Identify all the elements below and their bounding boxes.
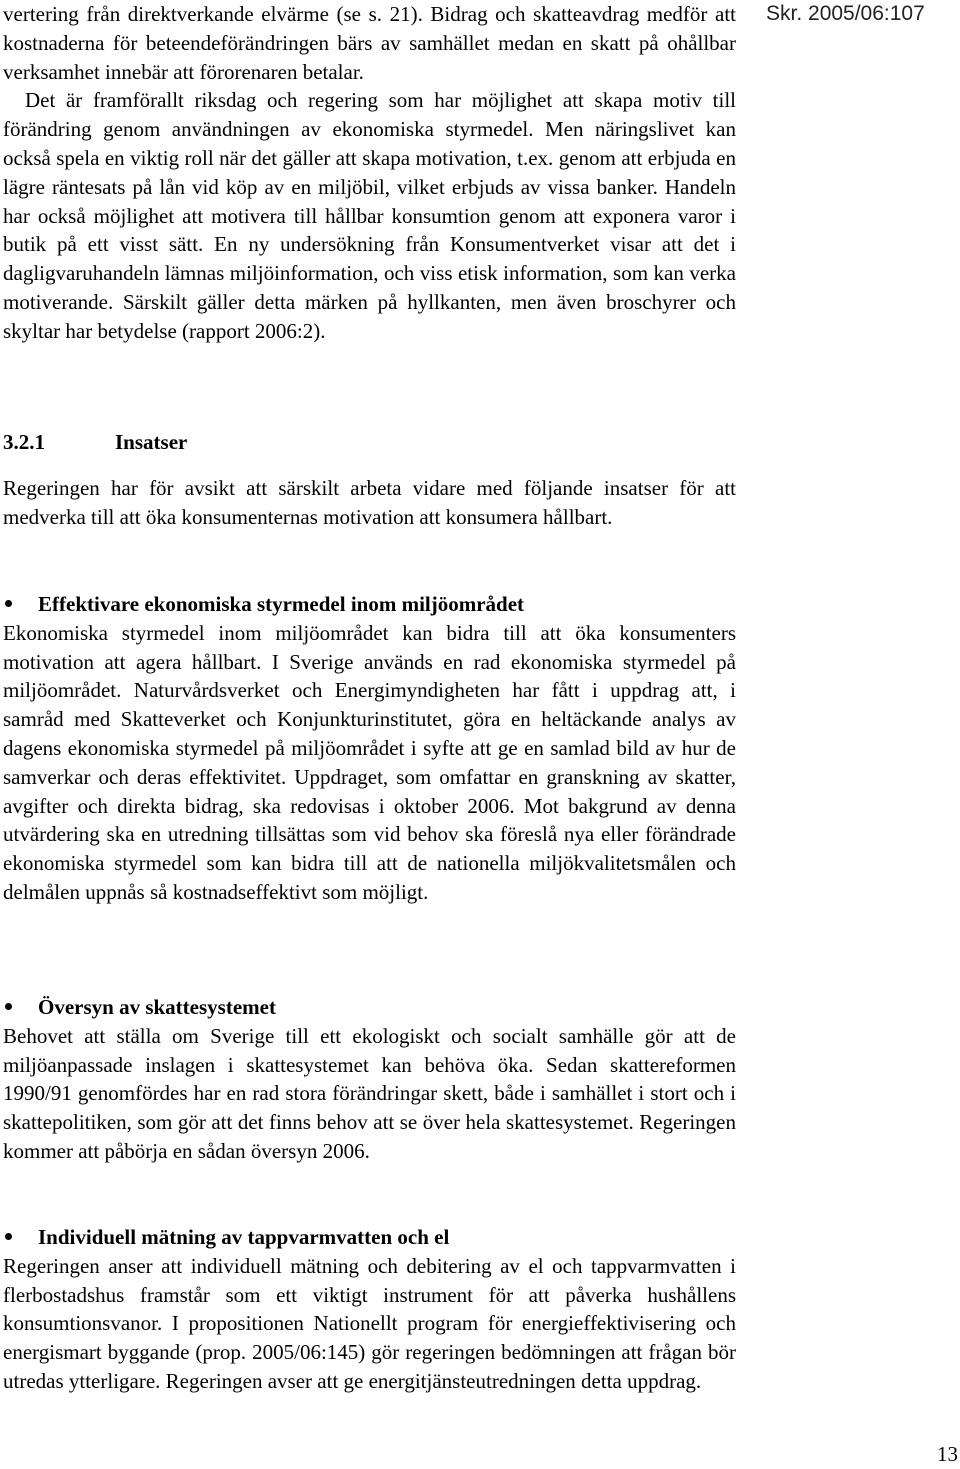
paragraph: Det är framförallt riksdag och regering som har möjlighet att skapa motiv till förändring genom användningen av ekonomiska styrmedel. Men näringslivet kan också spela en viktig roll när det gäller att skapa motivation, t.ex. genom att erbjuda en lägre räntesats på lån vid köp av en miljöbil, vilket erbjuds av vissa banker. Handeln har också möjlighet att motivera till hållbar konsumtion genom att exponera varor i butik på ett visst sätt. En ny undersökning från Konsumentverket visar att det i dagligvaruhandeln lämnas miljöinformation, och viss etisk information, som kan verka motiverande. Särskilt gäller detta märken på hyllkanten, men även broschyrer och skyltar har betydelse (rapport 2006:2). (3, 88, 736, 343)
paragraph-continued: vertering från direktverkande elvärme (se s. 21). Bidrag och skatteavdrag medför att kostnaderna för beteendeförändringen bärs av samhället medan en skatt på ohållbar verksamhet innebär att förorenaren betalar. (3, 2, 736, 84)
bullet-item (3, 590, 736, 907)
section-intro (3, 474, 736, 532)
bullet-heading-text: Individuell mätning av tappvarmvatten och el (38, 1225, 450, 1249)
paragraph: Regeringen har för avsikt att särskilt arbeta vidare med följande insatser för att medverka till att öka konsumenternas motivation att konsumera hållbart. (3, 476, 736, 529)
bullet-item (3, 1223, 736, 1396)
section-title: Insatser (115, 430, 188, 454)
bullet-text: Regeringen anser att individuell mätning och debitering av el och tappvarmvatten i flerbostadshus framstår som ett viktigt instrument för att påverka hushållens konsumtionsvanor. I propositionen Nationellt program för energieffektivisering och energismart byggande (prop. 2005/06:145) gör regeringen bedömningen att frågan bör utredas ytterligare. Regeringen avser att ge energitjänsteutredningen detta uppdrag. (3, 1253, 736, 1393)
bullet-heading-text: Effektivare ekonomiska styrmedel inom miljöområdet (38, 592, 525, 616)
bullet-icon (3, 590, 38, 619)
bullet-heading-text: Översyn av skattesystemet (38, 995, 276, 1019)
section-heading (3, 428, 187, 457)
bullet-item (3, 993, 736, 1166)
intro-text (3, 0, 736, 346)
document-reference: Skr. 2005/06:107 (766, 2, 925, 25)
bullet-text: Behovet att ställa om Sverige till ett ekologiskt och socialt samhälle gör att de miljöanpassade inslagen i skattesystemet kan behöva öka. Sedan skattereformen 1990/91 genomfördes har en rad stora förändringar skett, både i samhället i stort och i skattepolitiken, som gör att det finns behov att se över hela skattesystemet. Regeringen kommer att påbörja en sådan översyn 2006. (3, 1023, 736, 1163)
section-number: 3.2.1 (3, 430, 45, 454)
bullet-text: Ekonomiska styrmedel inom miljöområdet kan bidra till att öka konsumenters motivation att agera hållbart. I Sverige används en rad ekonomiska styrmedel på miljöområdet. Naturvårdsverket och Energimyndigheten har fått i uppdrag att, i samråd med Skatteverket och Konjunkturinstitutet, göra en heltäckande analys av dagens ekonomiska styrmedel på miljöområdet i syfte att ge en samlad bild av hur de samverkar och deras effektivitet. Uppdraget, som omfattar en granskning av skatter, avgifter och direkta bidrag, ska redovisas i oktober 2006. Mot bakgrund av denna utvärdering ska en utredning tillsättas som vid behov ska föreslå nya eller förändrade ekonomiska styrmedel som kan bidra till att de nationella miljökvalitetsmålen och delmålen uppnås så kostnadseffektivt som möjligt. (3, 620, 736, 904)
bullet-heading (3, 590, 736, 619)
bullet-heading (3, 993, 736, 1022)
bullet-icon (3, 1223, 38, 1252)
page-number: 13 (937, 1442, 958, 1466)
bullet-heading (3, 1223, 736, 1252)
bullet-icon (3, 993, 38, 1022)
